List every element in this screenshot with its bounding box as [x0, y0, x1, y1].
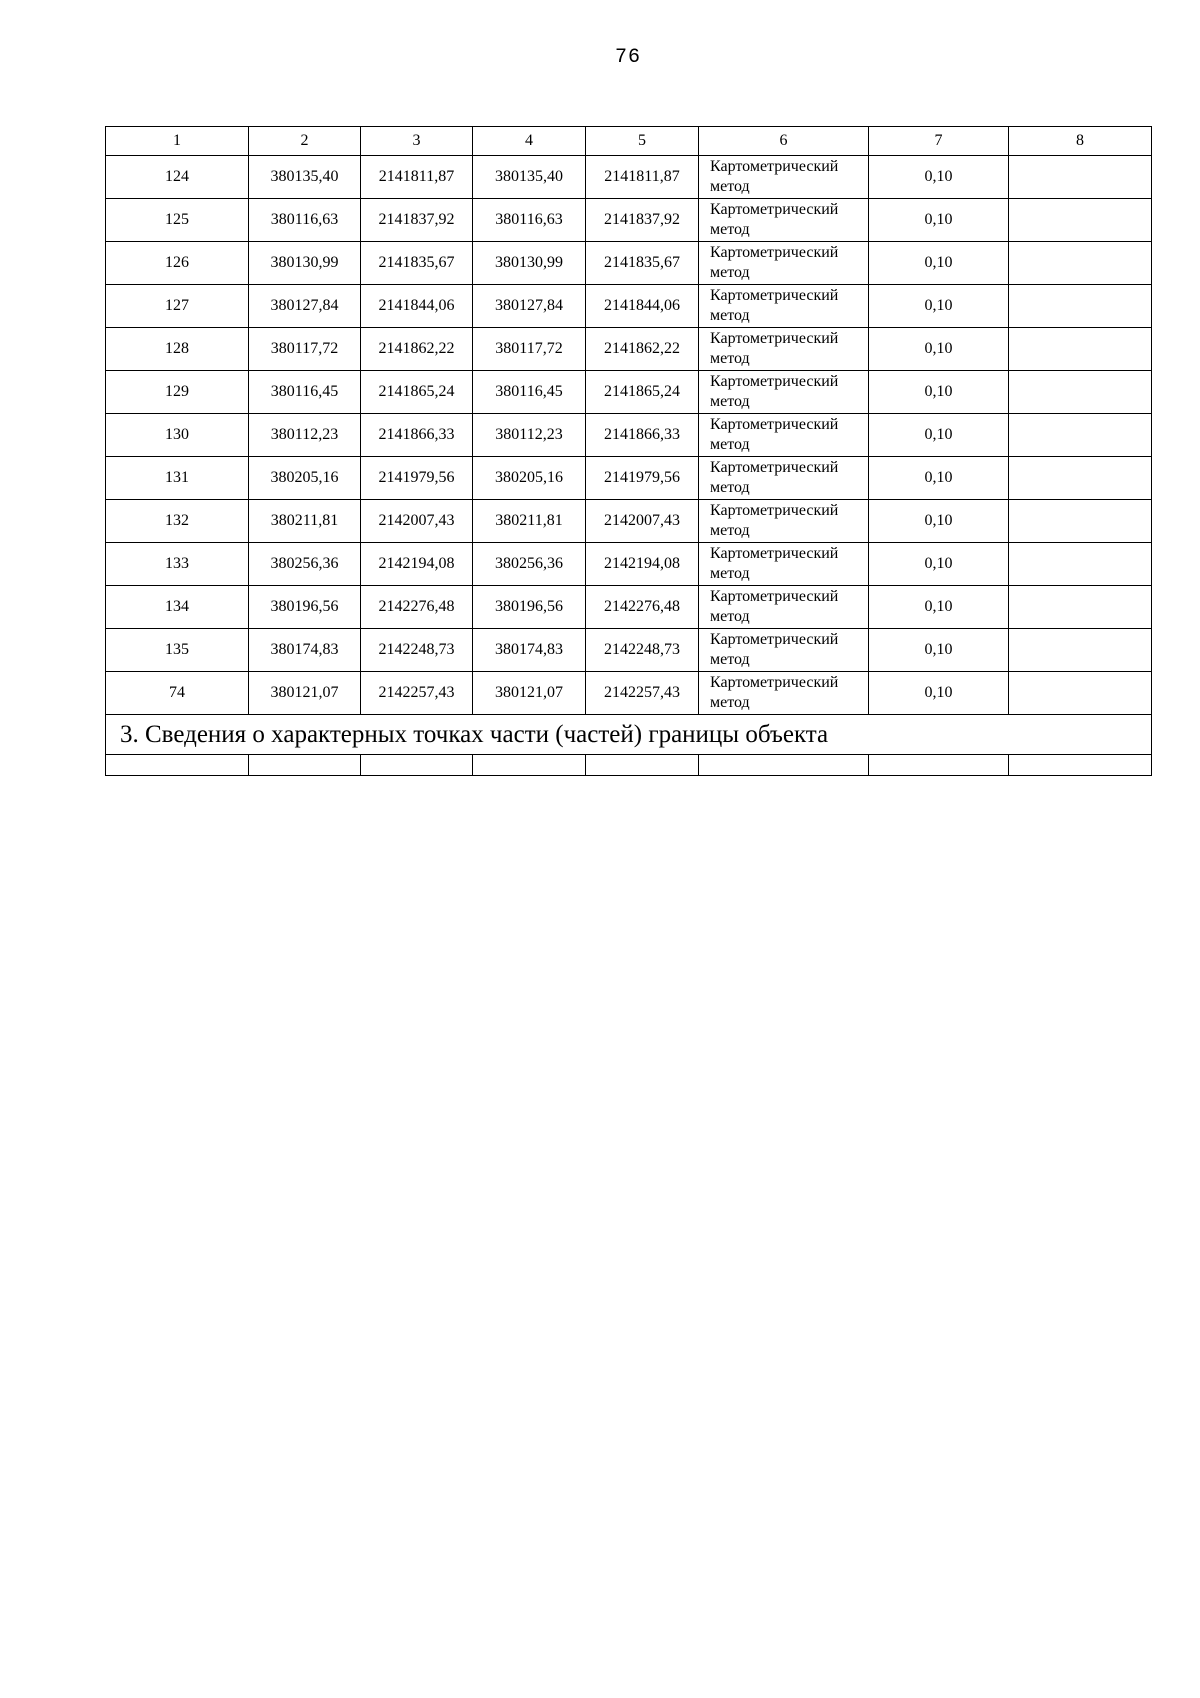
- cell-col-4: 380196,56: [473, 586, 586, 629]
- empty-cell-col-3: [361, 755, 473, 776]
- cell-col-5: 2142257,43: [586, 672, 699, 715]
- cell-col-3: 2141835,67: [361, 242, 473, 285]
- cell-col-8: [1009, 371, 1152, 414]
- cell-col-3: 2142194,08: [361, 543, 473, 586]
- cell-col-7: 0,10: [869, 500, 1009, 543]
- cell-col-4: 380116,63: [473, 199, 586, 242]
- cell-col-1: 130: [106, 414, 249, 457]
- cell-col-4: 380127,84: [473, 285, 586, 328]
- cell-col-8: [1009, 328, 1152, 371]
- column-header-8: 8: [1009, 127, 1152, 156]
- method-line-1: Картометрический: [710, 502, 839, 519]
- cell-col-2: 380112,23: [249, 414, 361, 457]
- cell-col-3: 2141844,06: [361, 285, 473, 328]
- cell-col-7: 0,10: [869, 586, 1009, 629]
- table-row: [106, 543, 1152, 586]
- cell-col-2: 380127,84: [249, 285, 361, 328]
- cell-col-7: 0,10: [869, 328, 1009, 371]
- cell-col-6-method: [699, 371, 869, 414]
- cell-col-1: 74: [106, 672, 249, 715]
- cell-col-7: 0,10: [869, 629, 1009, 672]
- cell-col-8: [1009, 199, 1152, 242]
- cell-col-3: 2141865,24: [361, 371, 473, 414]
- cell-col-4: 380205,16: [473, 457, 586, 500]
- method-line-1: Картометрический: [710, 588, 839, 605]
- cell-col-1: 132: [106, 500, 249, 543]
- method-line-1: Картометрический: [710, 330, 839, 347]
- cell-col-4: 380130,99: [473, 242, 586, 285]
- empty-cell-col-8: [1009, 755, 1152, 776]
- cell-col-1: 128: [106, 328, 249, 371]
- cell-col-6-method: [699, 500, 869, 543]
- method-line-2: метод: [710, 694, 750, 711]
- cell-col-5: 2141811,87: [586, 156, 699, 199]
- cell-col-2: 380121,07: [249, 672, 361, 715]
- table-body: [106, 127, 1152, 776]
- cell-col-6-method: [699, 414, 869, 457]
- table-row: [106, 586, 1152, 629]
- cell-col-3: 2141837,92: [361, 199, 473, 242]
- empty-cell-col-5: [586, 755, 699, 776]
- cell-col-3: 2141866,33: [361, 414, 473, 457]
- method-line-1: Картометрический: [710, 416, 839, 433]
- cell-col-7: 0,10: [869, 414, 1009, 457]
- table-row: [106, 285, 1152, 328]
- cell-col-8: [1009, 457, 1152, 500]
- method-line-2: метод: [710, 350, 750, 367]
- cell-col-3: 2141862,22: [361, 328, 473, 371]
- cell-col-1: 133: [106, 543, 249, 586]
- table-row: [106, 500, 1152, 543]
- method-line-2: метод: [710, 608, 750, 625]
- column-header-7: 7: [869, 127, 1009, 156]
- cell-col-2: 380116,45: [249, 371, 361, 414]
- cell-col-5: 2141865,24: [586, 371, 699, 414]
- cell-col-2: 380196,56: [249, 586, 361, 629]
- method-line-1: Картометрический: [710, 201, 839, 218]
- cell-col-7: 0,10: [869, 457, 1009, 500]
- cell-col-4: 380117,72: [473, 328, 586, 371]
- cell-col-7: 0,10: [869, 371, 1009, 414]
- cell-col-7: 0,10: [869, 285, 1009, 328]
- cell-col-6-method: [699, 543, 869, 586]
- cell-col-6-method: [699, 629, 869, 672]
- cell-col-2: 380135,40: [249, 156, 361, 199]
- cell-col-2: 380117,72: [249, 328, 361, 371]
- cell-col-6-method: [699, 242, 869, 285]
- cell-col-4: 380211,81: [473, 500, 586, 543]
- cell-col-8: [1009, 156, 1152, 199]
- table-row: [106, 672, 1152, 715]
- method-line-1: Картометрический: [710, 244, 839, 261]
- table-row: [106, 242, 1152, 285]
- table-row: [106, 629, 1152, 672]
- method-line-2: метод: [710, 393, 750, 410]
- method-line-1: Картометрический: [710, 631, 839, 648]
- column-header-6: 6: [699, 127, 869, 156]
- cell-col-8: [1009, 285, 1152, 328]
- cell-col-6-method: [699, 199, 869, 242]
- column-header-3: 3: [361, 127, 473, 156]
- boundary-points-table: [105, 126, 1152, 776]
- table-row: [106, 414, 1152, 457]
- cell-col-5: 2142194,08: [586, 543, 699, 586]
- cell-col-7: 0,10: [869, 672, 1009, 715]
- cell-col-6-method: [699, 156, 869, 199]
- cell-col-5: 2142248,73: [586, 629, 699, 672]
- table-row: [106, 328, 1152, 371]
- method-line-2: метод: [710, 522, 750, 539]
- cell-col-3: 2142257,43: [361, 672, 473, 715]
- column-header-2: 2: [249, 127, 361, 156]
- cell-col-8: [1009, 629, 1152, 672]
- method-line-2: метод: [710, 565, 750, 582]
- empty-cell-col-4: [473, 755, 586, 776]
- cell-col-1: 124: [106, 156, 249, 199]
- cell-col-5: 2142007,43: [586, 500, 699, 543]
- cell-col-3: 2141979,56: [361, 457, 473, 500]
- method-line-2: метод: [710, 651, 750, 668]
- table-row: [106, 457, 1152, 500]
- cell-col-8: [1009, 543, 1152, 586]
- cell-col-6-method: [699, 672, 869, 715]
- column-number-header-row: [106, 127, 1152, 156]
- cell-col-3: 2142276,48: [361, 586, 473, 629]
- cell-col-7: 0,10: [869, 242, 1009, 285]
- cell-col-5: 2141835,67: [586, 242, 699, 285]
- page-number: 76: [614, 46, 641, 69]
- method-line-1: Картометрический: [710, 545, 839, 562]
- method-line-2: метод: [710, 221, 750, 238]
- method-line-1: Картометрический: [710, 287, 839, 304]
- cell-col-6-method: [699, 586, 869, 629]
- cell-col-4: 380174,83: [473, 629, 586, 672]
- cell-col-3: 2142248,73: [361, 629, 473, 672]
- cell-col-6-method: [699, 328, 869, 371]
- cell-col-5: 2141866,33: [586, 414, 699, 457]
- cell-col-6-method: [699, 285, 869, 328]
- cell-col-4: 380135,40: [473, 156, 586, 199]
- method-line-1: Картометрический: [710, 373, 839, 390]
- cell-col-4: 380121,07: [473, 672, 586, 715]
- column-header-4: 4: [473, 127, 586, 156]
- cell-col-1: 134: [106, 586, 249, 629]
- method-line-1: Картометрический: [710, 158, 839, 175]
- cell-col-7: 0,10: [869, 156, 1009, 199]
- cell-col-4: 380256,36: [473, 543, 586, 586]
- cell-col-7: 0,10: [869, 199, 1009, 242]
- cell-col-4: 380116,45: [473, 371, 586, 414]
- cell-col-8: [1009, 586, 1152, 629]
- cell-col-6-method: [699, 457, 869, 500]
- cell-col-4: 380112,23: [473, 414, 586, 457]
- method-line-1: Картометрический: [710, 674, 839, 691]
- cell-col-8: [1009, 414, 1152, 457]
- cell-col-5: 2142276,48: [586, 586, 699, 629]
- empty-cell-col-7: [869, 755, 1009, 776]
- cell-col-3: 2142007,43: [361, 500, 473, 543]
- method-line-2: метод: [710, 436, 750, 453]
- empty-cell-col-6: [699, 755, 869, 776]
- cell-col-1: 131: [106, 457, 249, 500]
- cell-col-5: 2141837,92: [586, 199, 699, 242]
- column-header-1: 1: [106, 127, 249, 156]
- cell-col-2: 380205,16: [249, 457, 361, 500]
- cell-col-5: 2141979,56: [586, 457, 699, 500]
- cell-col-2: 380174,83: [249, 629, 361, 672]
- method-line-2: метод: [710, 307, 750, 324]
- cell-col-7: 0,10: [869, 543, 1009, 586]
- column-header-5: 5: [586, 127, 699, 156]
- empty-cell-col-2: [249, 755, 361, 776]
- empty-cell-col-1: [106, 755, 249, 776]
- empty-table-row: [106, 755, 1152, 776]
- method-line-1: Картометрический: [710, 459, 839, 476]
- cell-col-3: 2141811,87: [361, 156, 473, 199]
- table-row: [106, 371, 1152, 414]
- section-title: 3. Сведения о характерных точках части (частей) границы объекта: [106, 715, 1152, 755]
- cell-col-2: 380256,36: [249, 543, 361, 586]
- method-line-2: метод: [710, 479, 750, 496]
- method-line-2: метод: [710, 178, 750, 195]
- cell-col-2: 380211,81: [249, 500, 361, 543]
- section-title-row: [106, 715, 1152, 755]
- cell-col-1: 126: [106, 242, 249, 285]
- table-row: [106, 199, 1152, 242]
- cell-col-2: 380116,63: [249, 199, 361, 242]
- method-line-2: метод: [710, 264, 750, 281]
- cell-col-8: [1009, 672, 1152, 715]
- cell-col-5: 2141844,06: [586, 285, 699, 328]
- cell-col-2: 380130,99: [249, 242, 361, 285]
- cell-col-1: 129: [106, 371, 249, 414]
- cell-col-5: 2141862,22: [586, 328, 699, 371]
- cell-col-1: 135: [106, 629, 249, 672]
- cell-col-1: 125: [106, 199, 249, 242]
- cell-col-1: 127: [106, 285, 249, 328]
- cell-col-8: [1009, 242, 1152, 285]
- cell-col-8: [1009, 500, 1152, 543]
- table-row: [106, 156, 1152, 199]
